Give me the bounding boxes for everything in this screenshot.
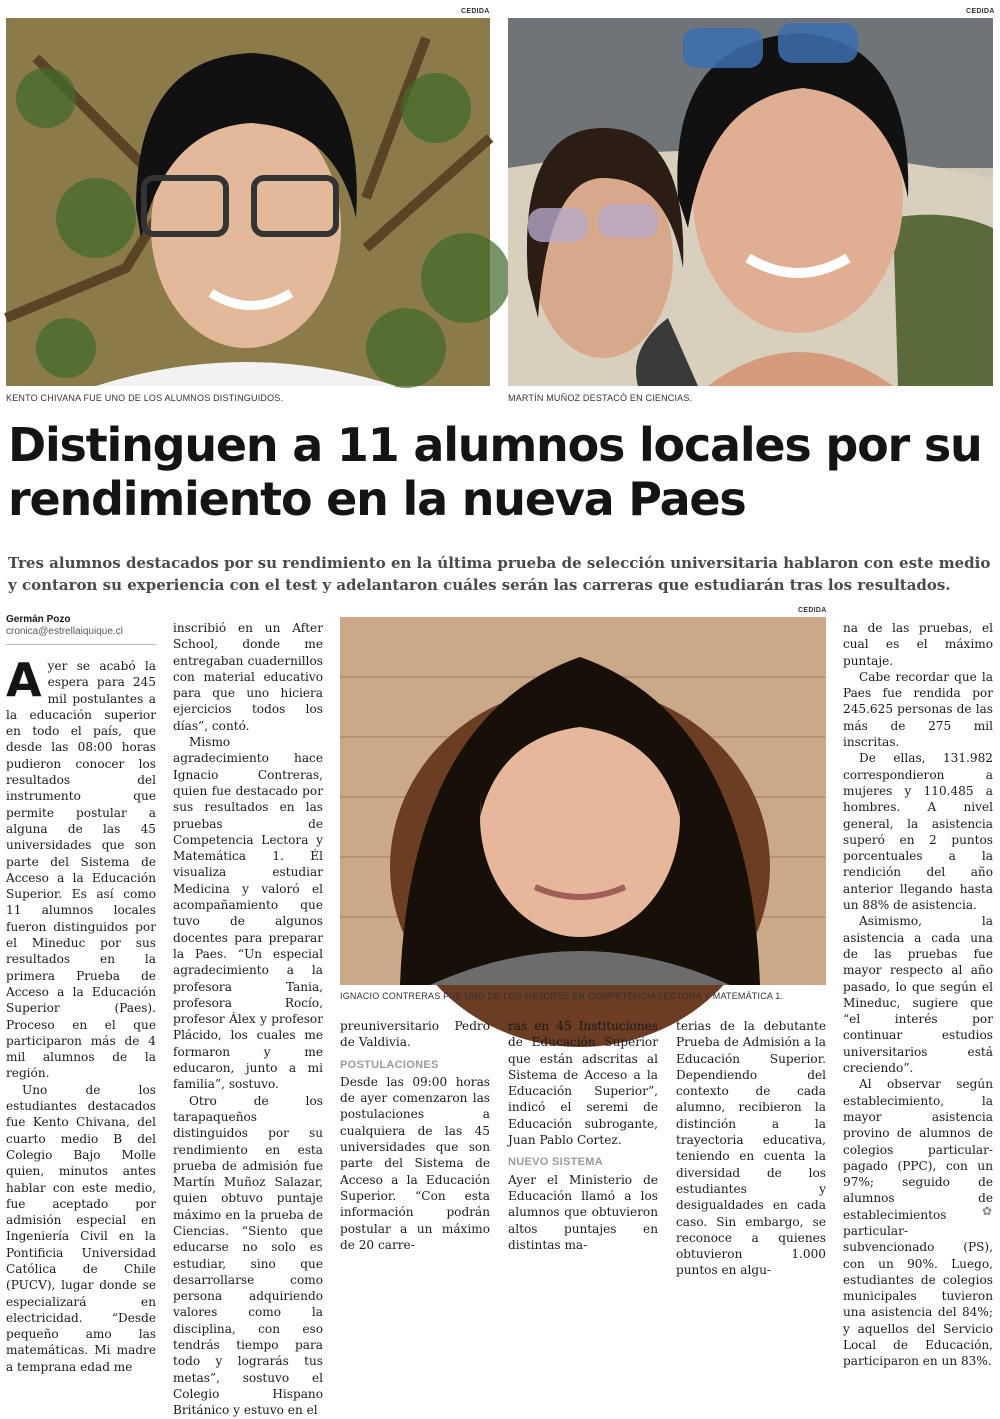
photo-credit-martin: CEDIDA	[966, 8, 995, 15]
drop-cap: A	[6, 653, 42, 707]
photo-credit-kento: CEDIDA	[461, 8, 490, 15]
author-name: Germán Pozo	[6, 614, 71, 625]
article-paragraph: ras en 45 Instituciones de Educación Superior que están adscritas al Sistema de Acceso a la Educación Superior”, indicó el seremi de Educación subrogante, Juan Pablo Cortez.	[508, 1019, 658, 1148]
photo-kento	[6, 18, 490, 386]
article-paragraph: Ayer se acabó la espera para 245 mil postulantes a la educación superior en todo el país, que desde las 08:00 horas pudieron conocer los resultados del instrumento que permite postular a alguna de las 45 universidades que son parte del Sistema de Acceso a la Educación Superior. Es así como 11 alumnos locales fueron distinguidos por el Mineduc por sus resultados en la primera Prueba de Acceso a la Educación Superior (Paes). Proceso en el que participaron más de 4 mil alumnos de la región.	[6, 653, 156, 1081]
photo-ignacio	[340, 617, 826, 985]
article-deck: Tres alumnos destacados por su rendimiento en la última prueba de selección universitaria hablaron con este medio y contaron su experiencia con el test y adelantaron cuáles serán las carreras que estudiarán tras los resultados.	[8, 554, 991, 594]
author-email[interactable]: cronica@estrellaiquique.cl	[6, 626, 123, 637]
byline-divider	[6, 644, 156, 645]
article-paragraph: De ellas, 131.982 correspondieron a mujeres y 110.485 a hombres. A nivel general, la asistencia superó en 2 puntos porcentuales a la rendición del año anterior llegando hasta un 88% de asistencia.	[843, 751, 993, 913]
article-column-1	[6, 653, 156, 1374]
article-paragraph: Cabe recordar que la Paes fue rendida por 245.625 personas de las más de 275 mil inscritas.	[843, 669, 993, 750]
article-column-5	[676, 1018, 826, 1278]
article-column-6	[843, 620, 993, 1369]
article-paragraph: Ayer el Ministerio de Educación llamó a los alumnos que obtuvieron altos puntajes en distintas ma-	[508, 1172, 658, 1252]
article-paragraph: Desde las 09:00 horas de ayer comenzaron las postulaciones a cualquiera de las 45 universidades que son parte del Sistema de Acceso a la Educación Superior. “Con esta información podrán postular a un máximo de 20 carre-	[340, 1074, 490, 1252]
article-paragraph: Otro de los tarapaqueños distinguidos por su rendimiento en esta prueba de admisión fue Martín Muñoz Salazar, quien obtuvo puntaje máximo en la prueba de Ciencias. “Siento que educarse no solo es estudiar, sino que desarrollarse como persona adquiriendo valores como la disciplina, con eso tendrás tiempo para todo y lograrás tus metas”, sostuvo el Colegio Hispano Británico y estuvo en el	[173, 1093, 323, 1418]
article-column-3	[340, 1018, 490, 1252]
article-paragraph: inscribió en un After School, donde me entregaban cuadernillos con material educativo para que uno hiciera ejercicios todos los días”, contó.	[173, 621, 323, 733]
photo-caption-kento: KENTO CHIVANA FUE UNO DE LOS ALUMNOS DISTINGUIDOS.	[6, 393, 284, 403]
subhead-postulaciones: POSTULACIONES	[340, 1058, 439, 1071]
article-paragraph: Al observar según establecimiento, la mayor asistencia provino de alumnos de colegios particular-pagado (PPC), con un 97%; seguido de alumnos de establecimientos particular-subvencionado (PS), con un 90%. Luego, estudiantes de colegios municipales tuvieron una asistencia del 84%; y aquellos del Servicio Local de Educación, participaron en un 83%.	[843, 1077, 993, 1369]
article-paragraph: Uno de los estudiantes destacados fue Kento Chivana, del cuarto medio B del Colegio Bajo Molle quien, minutos antes hablar con este medio, fue aceptado por admisión especial en Ingeniería Civil en la Pontificia Universidad Católica de Chile (PUCV), lugar donde se especializará en electricidad. “Desde pequeño amo las matemáticas. Mi madre a temprana edad me	[6, 1082, 156, 1374]
article-headline: Distinguen a 11 alumnos locales por su rendimiento en la nueva Paes	[8, 418, 982, 526]
article-column-2	[173, 620, 323, 1418]
photo-martin	[508, 18, 993, 386]
article-paragraph: na de las pruebas, el cual es el máximo puntaje.	[843, 621, 993, 668]
photo-caption-martin: MARTÍN MUÑOZ DESTACÓ EN CIENCIAS.	[508, 393, 693, 403]
article-paragraph: Asimismo, la asistencia a cada una de las pruebas fue mayor respecto al año pasado, lo que según el Mineduc, sugiere que “el interés por continuar estudios universitarios está creciendo”.	[843, 914, 993, 1076]
photo-credit-ignacio: CEDIDA	[798, 607, 827, 614]
end-mark-icon: ✿	[982, 1204, 993, 1218]
photo-caption-ignacio: IGNACIO CONTRERAS FUE UNO DE LOS MEJORES EN COMPETENCIA LECTORA Y MATEMÁTICA 1.	[340, 991, 784, 1001]
subhead-nuevo-sistema: NUEVO SISTEMA	[508, 1156, 603, 1169]
article-paragraph: terias de la debutante Prueba de Admisión a la Educación Superior. Dependiendo del contexto de cada alumno, recibieron la distinción a la trayectoria educativa, teniendo en cuenta la diversidad de los estudiantes y desigualdades en cada caso. Sin embargo, se reconoce a quienes obtuvieron 1.000 puntos en algu-	[676, 1019, 826, 1278]
article-paragraph: preuniversitario Pedro de Valdivia.	[340, 1019, 490, 1050]
article-paragraph: Mismo agradecimiento hace Ignacio Contreras, quien fue destacado por sus resultados en las pruebas de Competencia Lectora y Matemática 1. Él visualiza estudiar Medicina y valoró el acompañamiento que tuvo de algunos docentes para preparar la Paes. “Un especial agradecimiento a la profesora Tania, profesora Rocío, profesor Álex y profesor Plácido, los cuales me formaron y me educaron, junto a mi familia”, sostuvo.	[173, 735, 323, 1092]
article-column-4	[508, 1018, 658, 1252]
